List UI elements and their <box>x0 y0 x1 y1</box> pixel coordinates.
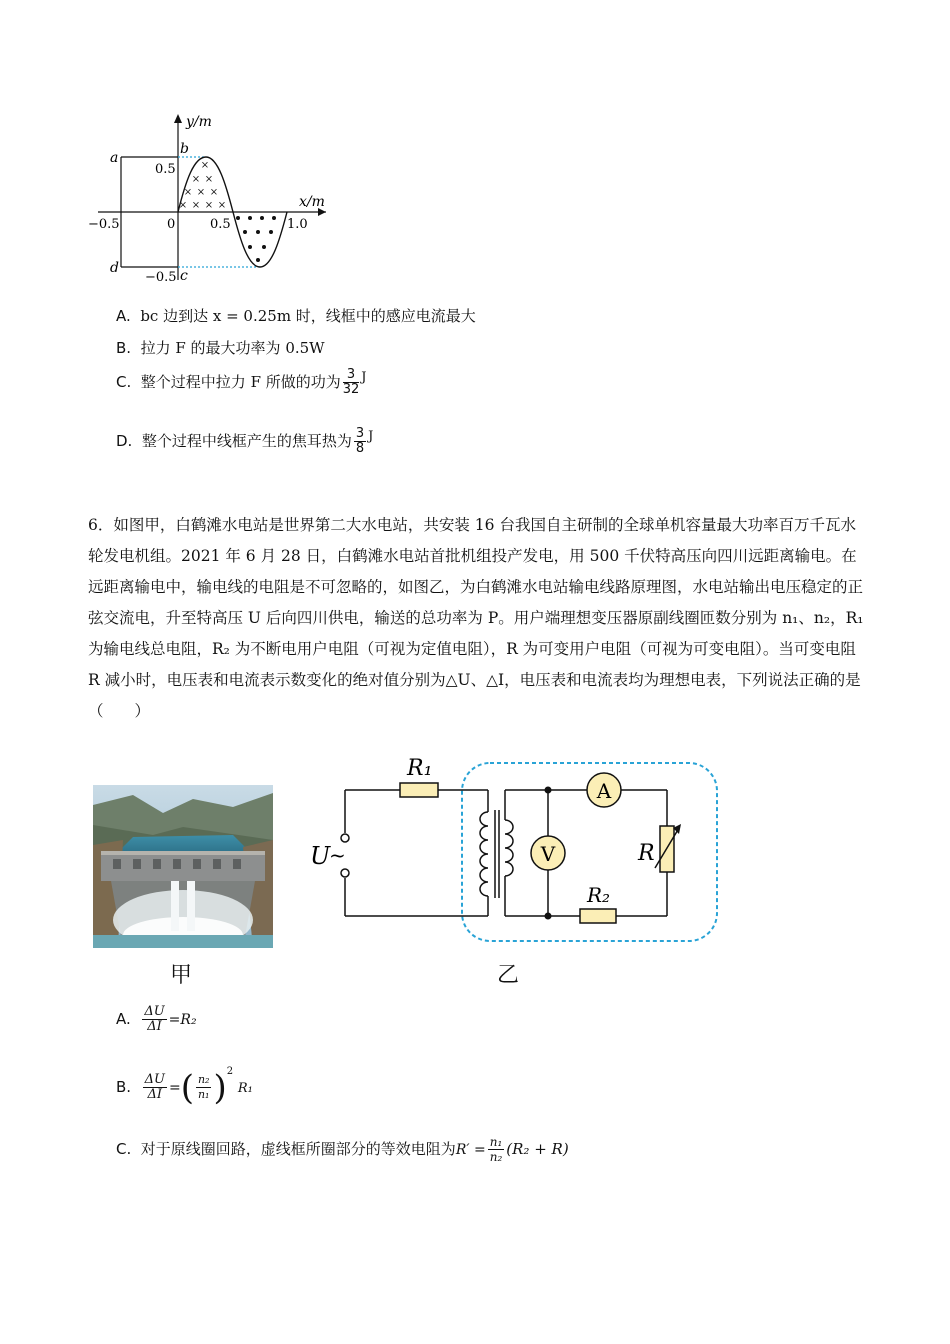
svg-text:×: × <box>200 160 210 171</box>
dam-photo <box>93 785 273 948</box>
fraction: $\frac{\text{n₁}}{\text{n₂}}$ <box>489 1135 503 1164</box>
svg-text:×: × <box>183 187 193 198</box>
tick-origin: 0 <box>167 217 176 232</box>
point-d: d <box>110 260 119 276</box>
x-axis-label: x/m <box>299 194 325 210</box>
fraction: $\frac{3}{8}$ <box>355 426 365 456</box>
point-b: b <box>180 141 189 157</box>
y-axis-label: y/m <box>186 114 212 130</box>
tick-x-neg: −0.5 <box>88 217 120 232</box>
q6-option-b[interactable]: B. $\frac{\Delta U}{\Delta I}$ =( $\frac{\text{n₂}}{\text{n₁}}$ )$^2$ R₁ <box>116 1066 253 1108</box>
tick-y-pos: 0.5 <box>155 162 176 177</box>
svg-text:×: × <box>191 200 201 211</box>
svg-text:×: × <box>191 174 201 185</box>
point-c: c <box>180 268 188 284</box>
point-a: a <box>110 150 119 166</box>
label-u: U <box>310 842 331 870</box>
fraction: $\frac{3}{32}$ <box>342 367 360 397</box>
circuit-diagram <box>305 748 725 948</box>
tick-y-neg: −0.5 <box>145 270 177 285</box>
q5-option-b[interactable]: B. 拉力 F 的最大功率为 0.5W <box>116 339 325 357</box>
svg-text:×: × <box>178 200 188 211</box>
fraction: $\frac{\Delta U}{\Delta I}$ <box>144 1004 165 1034</box>
fraction: $\frac{\text{n₂}}{\text{n₁}}$ <box>197 1073 210 1101</box>
q5-option-a[interactable]: A. bc 边到达 x = 0.25m 时，线框中的感应电流最大 <box>116 307 476 325</box>
wave-graph <box>88 110 338 285</box>
tick-x-half: 0.5 <box>210 217 231 232</box>
figure-label-yi: 乙 <box>497 963 520 988</box>
svg-text:×: × <box>196 187 206 198</box>
label-r2: R₂ <box>587 883 611 907</box>
figure-label-jia: 甲 <box>170 963 193 988</box>
fraction: $\frac{\Delta U}{\Delta I}$ <box>144 1072 165 1102</box>
label-r: R <box>638 841 655 866</box>
voltmeter-label: V <box>540 842 556 866</box>
ammeter-label: A <box>596 779 612 803</box>
tick-x-one: 1.0 <box>287 217 308 232</box>
label-tilde: ~ <box>329 843 346 867</box>
svg-text:×: × <box>209 187 219 198</box>
q5-option-d[interactable]: D. 整个过程中线框产生的焦耳热为 $\frac{3}{8}$ J <box>116 426 374 456</box>
svg-text:×: × <box>217 200 227 211</box>
label-r1: R₁ <box>407 756 433 781</box>
svg-text:×: × <box>204 200 214 211</box>
svg-text:×: × <box>204 174 214 185</box>
q5-option-c[interactable]: C. 整个过程中拉力 F 所做的功为 $\frac{3}{32}$ J <box>116 367 367 397</box>
q6-option-c[interactable]: C. 对于原线圈回路，虚线框所圈部分的等效电阻为R′ = $\frac{\text{n₁}}{\text{n₂}}$ (R₂ + R) <box>116 1135 569 1164</box>
q6-option-a[interactable]: A. $\frac{\Delta U}{\Delta I}$ =R₂ <box>116 1004 197 1034</box>
q6-stem: 6．如图甲，白鹤滩水电站是世界第二大水电站，共安装 16 台我国自主研制的全球单机容量最大功率百万千瓦水轮发电机组。2021 年 6 月 28 日，白鹤滩水电站首批机组投产发电，用 500 千伏特高压向四川远距离输电。在远距离输电中，输电线的电阻是不可忽略的，如图乙，为白鹤滩水电站输电线路原理图，水电站输出电压稳定的正弦交流电，升至特高压 U 后向四川供电，输送的总功率为 P。用户端理想变压器原副线圈匝数分别为 n₁、n₂，R₁ 为输电线总电阻，R₂ 为不断电用户电阻（可视为定值电阻），R 为可变用户电阻（可视为可变电阻）。当可变电阻 R 减小时，电压表和电流表示数变化的绝对值分别为△U、△I，电压表和电流表均为理想电表，下列说法正确的是（ ） <box>88 516 864 720</box>
